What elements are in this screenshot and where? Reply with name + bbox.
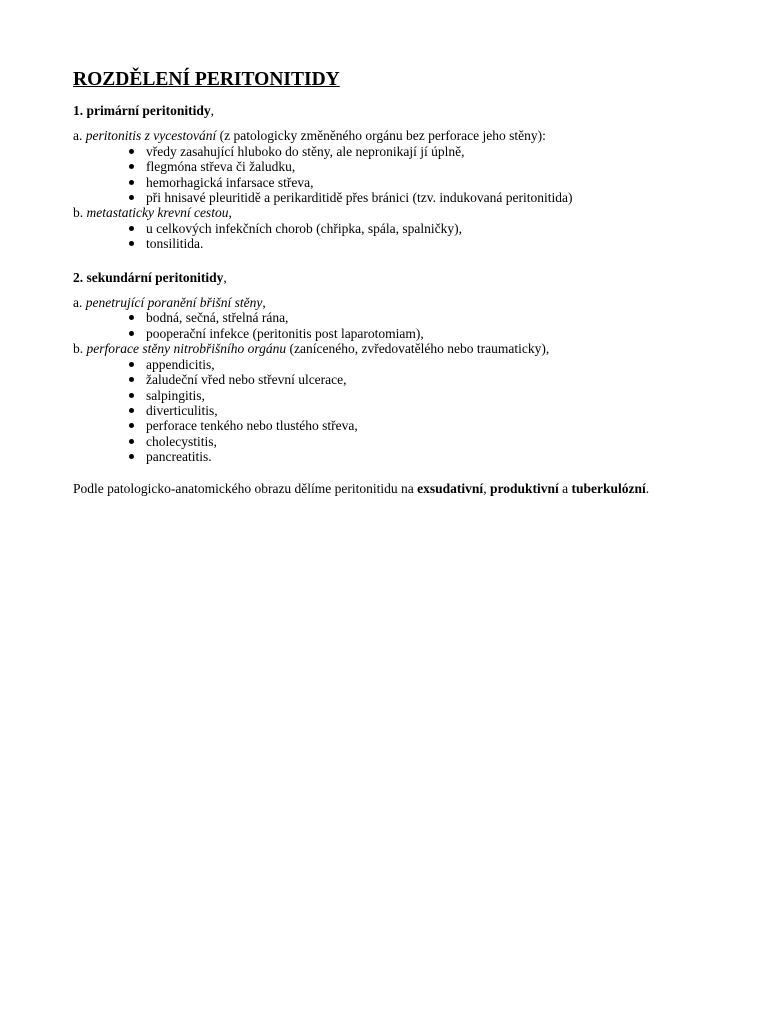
- list-item: žaludeční vřed nebo střevní ulcerace,: [146, 372, 713, 387]
- section-2-heading: [73, 270, 713, 285]
- section-1-a-line: [73, 128, 713, 143]
- section-1-b-term: metastaticky krevní cestou: [86, 205, 229, 221]
- section-1-b-rest: ,: [228, 205, 232, 221]
- list-item: při hnisavé pleuritidě a perikarditidě přes bránici (tzv. indukovaná peritonitida): [146, 190, 713, 205]
- section-1-a-term: peritonitis z vycestování: [85, 128, 217, 144]
- section-2-heading-suffix: ,: [223, 269, 227, 285]
- list-item: salpingitis,: [146, 388, 713, 403]
- section-2-b-list: [73, 357, 713, 465]
- spacer: [73, 465, 713, 481]
- section-2-a-rest: ,: [262, 295, 266, 311]
- closing-sep-1: ,: [483, 480, 490, 496]
- closing-sep-2: a: [558, 480, 572, 496]
- spacer: [73, 252, 713, 270]
- section-1-a-list: [73, 144, 713, 206]
- list-item: cholecystitis,: [146, 434, 713, 449]
- list-item: pancreatitis.: [146, 449, 713, 464]
- section-2-b-marker: b.: [73, 341, 87, 357]
- section-1-b-line: [73, 205, 713, 220]
- list-item: bodná, sečná, střelná rána,: [146, 310, 713, 325]
- list-item: tonsilitida.: [146, 236, 713, 251]
- list-item: appendicitis,: [146, 357, 713, 372]
- section-1-b-marker: b.: [73, 205, 87, 221]
- section-1-heading-suffix: ,: [210, 103, 214, 118]
- section-1-heading-text: 1. primární peritonitidy: [73, 103, 211, 118]
- section-1-heading: [73, 103, 713, 118]
- list-item: pooperační infekce (peritonitis post laparotomiam),: [146, 326, 713, 341]
- section-2-heading-text: 2. sekundární peritonitidy: [73, 269, 224, 285]
- section-1-a-rest: (z patologicky změněného orgánu bez perforace jeho stěny):: [216, 128, 546, 144]
- section-2-a-marker: a.: [73, 295, 86, 311]
- list-item: vředy zasahující hluboko do stěny, ale nepronikají jí úplně,: [146, 144, 713, 159]
- closing-term-exsudative: exsudativní: [417, 480, 484, 496]
- section-1-b-list: [73, 221, 713, 252]
- page-title: ROZDĚLENÍ PERITONITIDY: [73, 69, 340, 90]
- closing-term-tuberculous: tuberkulózní: [571, 480, 646, 496]
- document-page: [73, 68, 713, 496]
- closing-end: .: [645, 480, 650, 496]
- section-2-b-line: [73, 341, 713, 356]
- section-2-a-term: penetrující poranění břišní stěny: [85, 295, 263, 311]
- list-item: diverticulitis,: [146, 403, 713, 418]
- section-2-a-line: [73, 295, 713, 310]
- closing-lead: Podle patologicko-anatomického obrazu dělíme peritonitidu na: [73, 480, 418, 496]
- section-2-b-rest: (zaníceného, zvředovatělého nebo traumaticky),: [286, 341, 550, 357]
- list-item: perforace tenkého nebo tlustého střeva,: [146, 418, 713, 433]
- section-2-a-list: [73, 310, 713, 341]
- closing-term-productive: produktivní: [489, 480, 559, 496]
- list-item: hemorhagická infarsace střeva,: [146, 175, 713, 190]
- list-item: u celkových infekčních chorob (chřipka, spála, spalničky),: [146, 221, 713, 236]
- closing-paragraph: [73, 481, 713, 496]
- section-1-a-marker: a.: [73, 128, 86, 144]
- section-2-b-term: perforace stěny nitrobřišního orgánu: [86, 341, 287, 357]
- list-item: flegmóna střeva či žaludku,: [146, 159, 713, 174]
